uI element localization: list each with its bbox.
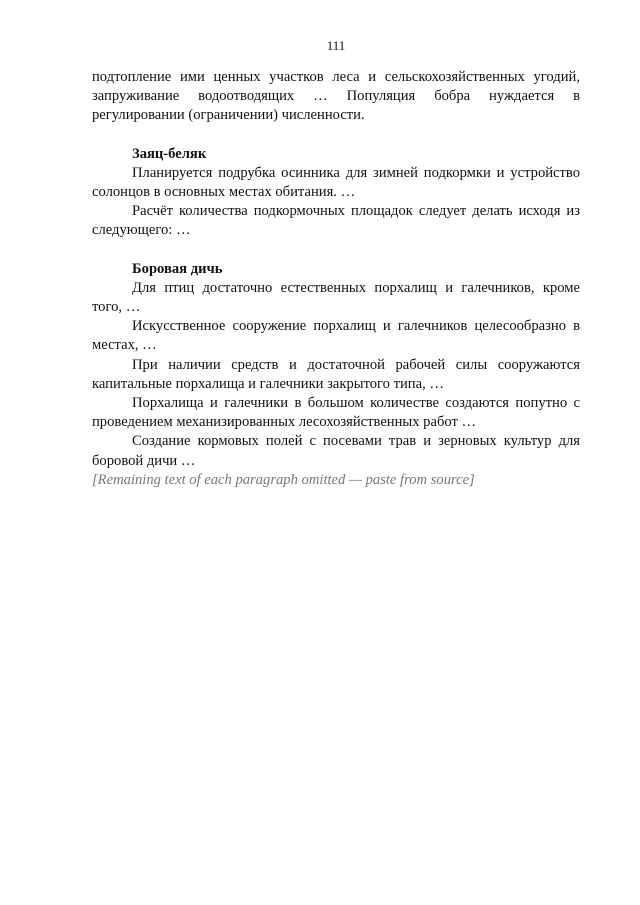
paragraph-upland-1: Для птиц достаточно естественных порхалищ и галечников, кроме того, …	[92, 279, 580, 316]
paragraph-upland-2: Искусственное сооружение порхалищ и галечников целесообразно в местах, …	[92, 318, 580, 354]
paragraph-upland-4: Порхалища и галечники в большом количестве создаются попутно с проведением механизированных лесохозяйственных работ …	[92, 395, 580, 431]
section-title-hare: Заяц-беляк	[132, 145, 207, 162]
page-number: 111	[326, 38, 346, 53]
section-hare	[92, 145, 580, 241]
section-upland-game	[92, 260, 580, 471]
paragraph-upland-3: При наличии средств и достаточной рабочей силы сооружаются капитальные порхалища и галечники закрытого типа, …	[92, 356, 580, 392]
paragraph-hare-1: Планируется подрубка осинника для зимней подкормки и устройство солонцов в основных местах обитания. …	[92, 164, 580, 201]
intro-paragraph: подтопление ими ценных участков леса и сельскохозяйственных угодий, запруживание водоотводящих … Популяция бобра нуждается в регулировании (ограничении) численности.	[92, 69, 580, 124]
paragraph-upland-5: Создание кормовых полей с посевами трав и зерновых культур для боровой дичи …	[92, 433, 580, 469]
omitted-text-note: [Remaining text of each paragraph omitted — paste from source]	[92, 471, 475, 488]
section-title-upland-game: Боровая дичь	[132, 260, 223, 277]
paragraph-hare-2: Расчёт количества подкормочных площадок следует делать исходя из следующего: …	[92, 203, 580, 239]
